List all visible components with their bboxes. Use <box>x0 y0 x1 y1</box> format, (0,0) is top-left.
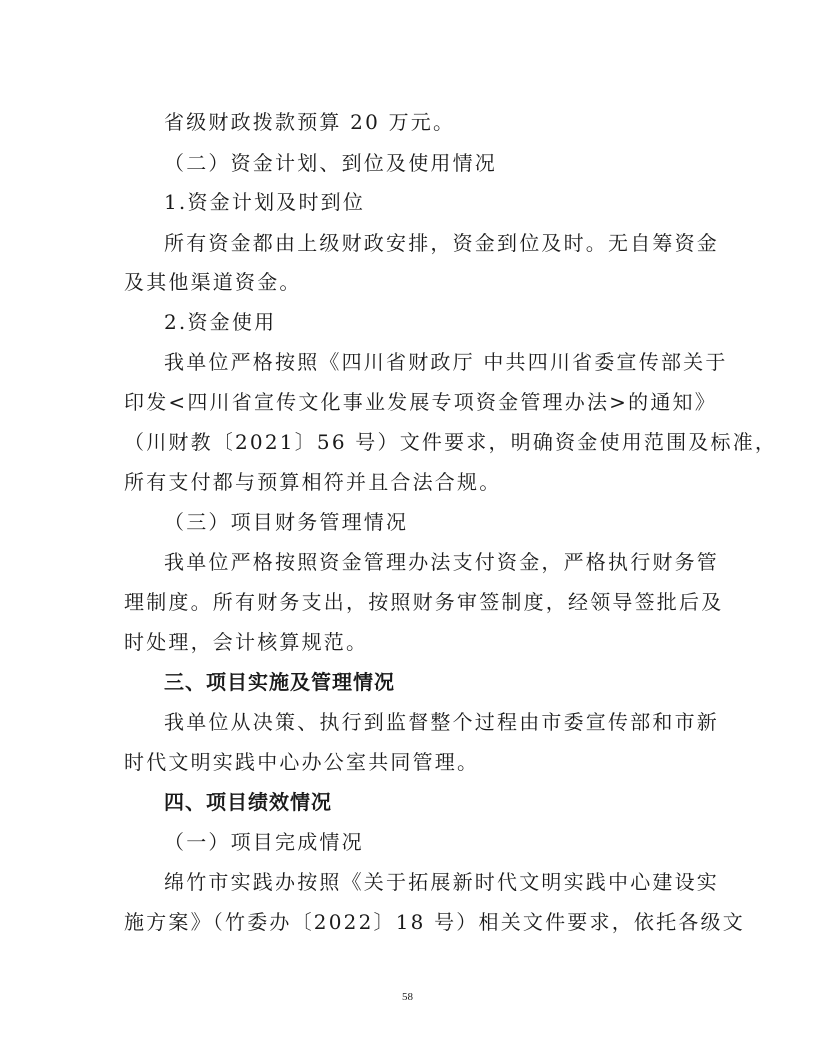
paragraph-financial-management-cont-1: 理制度。所有财务支出，按照财务审签制度，经领导签批后及 <box>124 590 724 614</box>
paragraph-funding-use-cont-1: 印发<四川省宣传文化事业发展专项资金管理办法>的通知》 <box>124 390 717 414</box>
heading-project-implementation: 三、项目实施及管理情况 <box>164 670 395 694</box>
paragraph-financial-management-cont-2: 时处理，会计核算规范。 <box>124 630 369 654</box>
page-number: 58 <box>402 991 413 1003</box>
subheading-funding-on-time: 1.资金计划及时到位 <box>164 190 366 214</box>
paragraph-project-implementation-cont: 时代文明实践中心办公室共同管理。 <box>124 750 480 774</box>
subheading-project-completion: （一）项目完成情况 <box>164 830 364 854</box>
paragraph-funding-source: 所有资金都由上级财政安排，资金到位及时。无自筹资金 <box>164 231 719 255</box>
paragraph-budget-amount: 省级财政拨款预算 20 万元。 <box>164 110 456 134</box>
paragraph-funding-use: 我单位严格按照《四川省财政厅 中共四川省委宣传部关于 <box>164 350 728 374</box>
paragraph-funding-source-cont: 及其他渠道资金。 <box>124 270 302 294</box>
subheading-funding-use: 2.资金使用 <box>164 310 277 334</box>
paragraph-project-completion-cont: 施方案》（竹委办〔2022〕18 号）相关文件要求，依托各级文 <box>124 910 745 934</box>
subheading-financial-management: （三）项目财务管理情况 <box>164 510 409 534</box>
paragraph-funding-use-cont-2: （川财教〔2021〕56 号）文件要求，明确资金使用范围及标准， <box>124 430 778 454</box>
subheading-funding-plan: （二）资金计划、到位及使用情况 <box>164 151 497 175</box>
paragraph-project-implementation: 我单位从决策、执行到监督整个过程由市委宣传部和市新 <box>164 710 719 734</box>
heading-project-performance: 四、项目绩效情况 <box>164 790 332 814</box>
paragraph-funding-use-cont-3: 所有支付都与预算相符并且合法合规。 <box>124 470 502 494</box>
paragraph-financial-management: 我单位严格按照资金管理办法支付资金，严格执行财务管 <box>164 550 719 574</box>
paragraph-project-completion: 绵竹市实践办按照《关于拓展新时代文明实践中心建设实 <box>164 870 719 894</box>
